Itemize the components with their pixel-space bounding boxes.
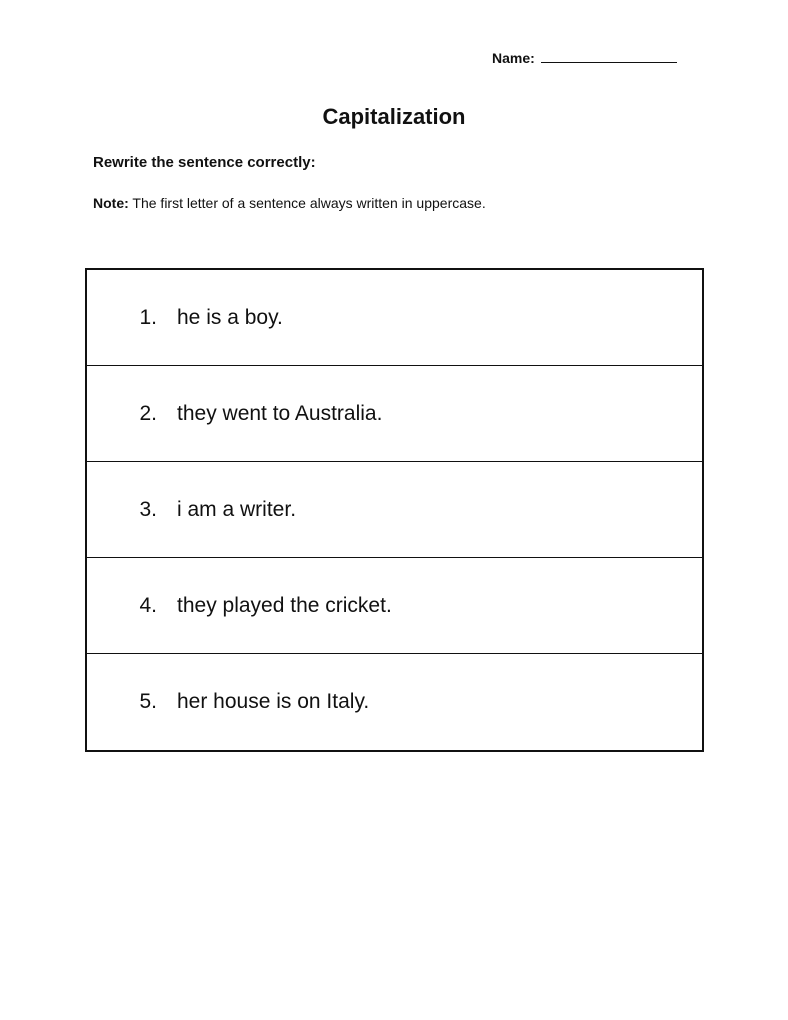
- sentence-row-4: [87, 558, 702, 654]
- sentence-text: her house is on Italy.: [177, 690, 370, 713]
- sentence-number: 3.: [139, 497, 157, 521]
- sentence-text: he is a boy.: [177, 305, 283, 329]
- sentence-number: 2.: [139, 401, 157, 425]
- name-blank-line[interactable]: [541, 49, 677, 63]
- instruction-text: Rewrite the sentence correctly:: [93, 154, 316, 171]
- sentence-number: 5.: [139, 690, 157, 713]
- page-title: Capitalization: [322, 104, 466, 129]
- sentence-row-1: [87, 270, 702, 366]
- sentence-number: 1.: [139, 305, 157, 329]
- sentence-row-2: [87, 366, 702, 462]
- sentence-number: 4.: [139, 593, 157, 617]
- sentence-row-3: [87, 462, 702, 558]
- note-text: The first letter of a sentence always written in uppercase.: [132, 195, 486, 211]
- name-field[interactable]: [492, 49, 677, 66]
- name-label: Name:: [492, 50, 535, 66]
- sentence-table: [85, 268, 704, 752]
- note-label: Note:: [93, 195, 129, 211]
- sentence-text: they went to Australia.: [177, 401, 383, 425]
- sentence-row-5: [87, 654, 702, 750]
- sentence-text: they played the cricket.: [177, 593, 392, 617]
- sentence-text: i am a writer.: [177, 497, 297, 521]
- note: [93, 195, 486, 211]
